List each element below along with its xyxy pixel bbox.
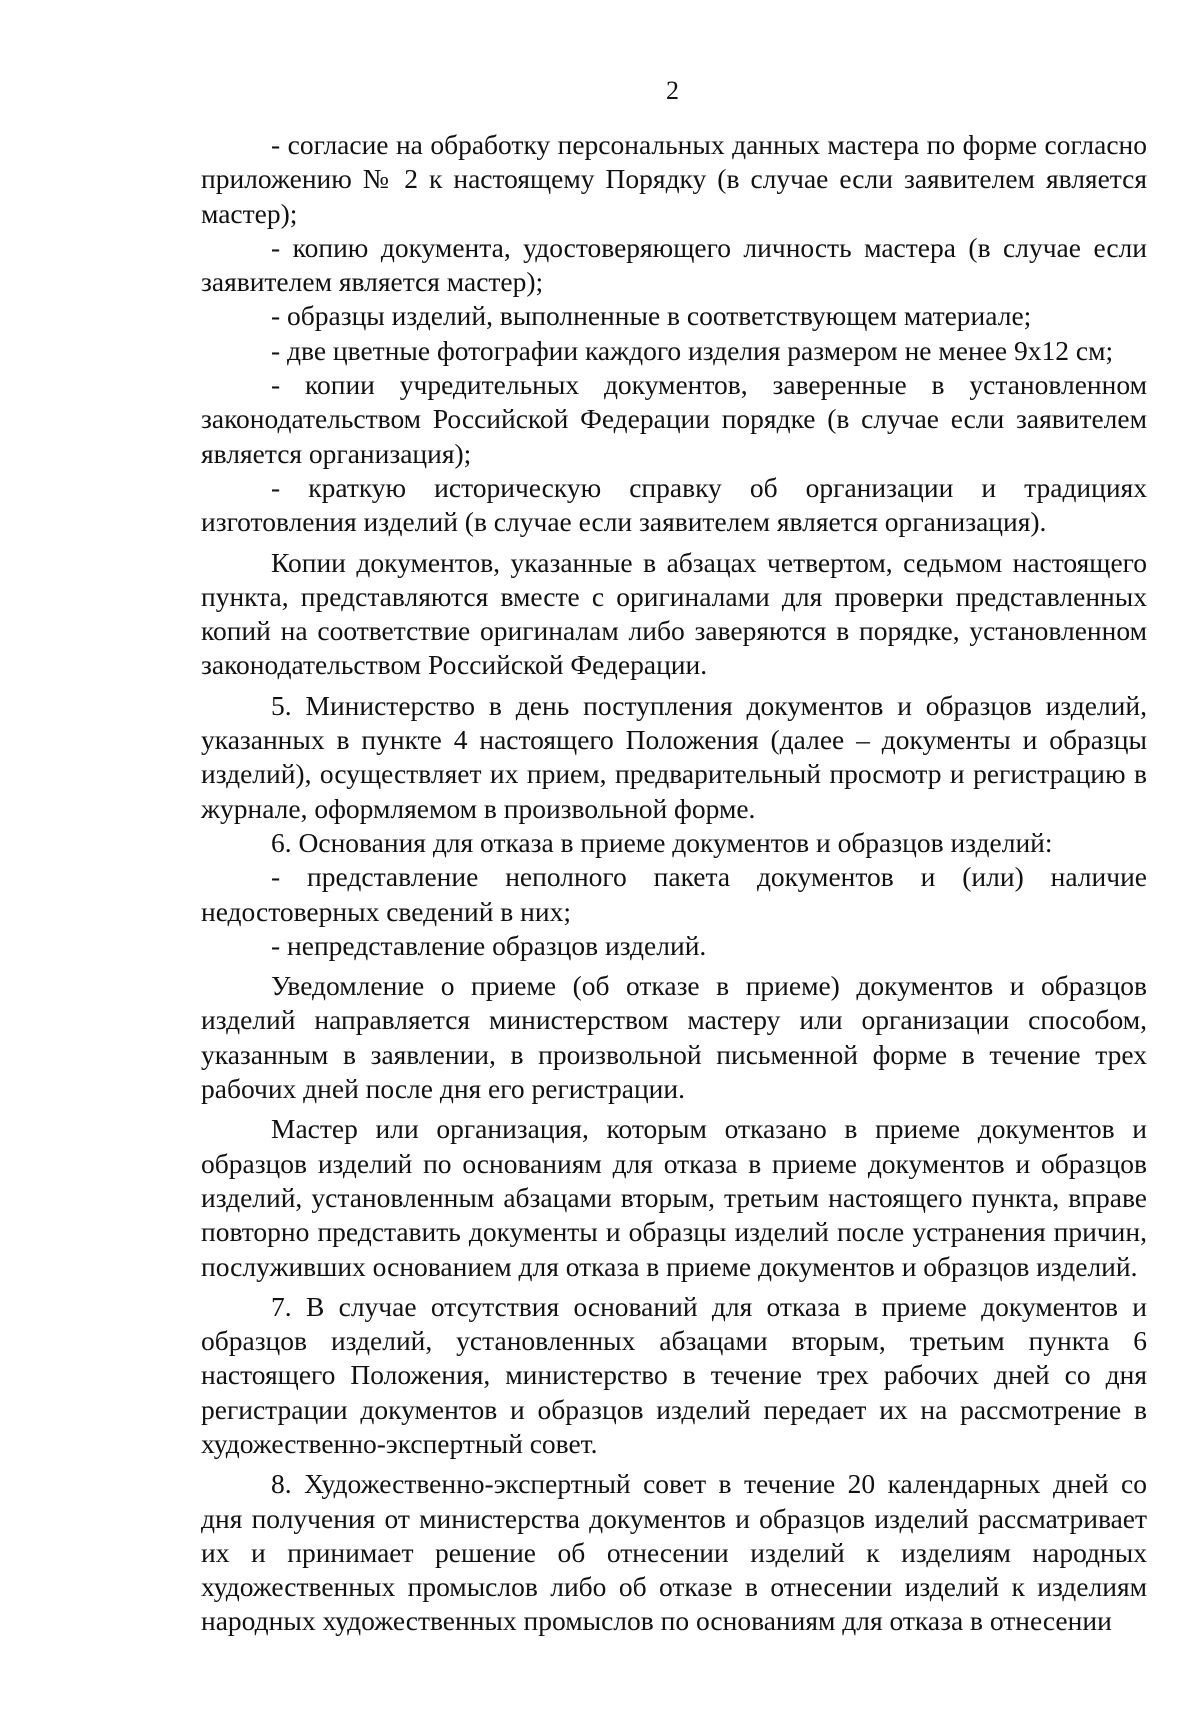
paragraph-product-samples: - образцы изделий, выполненные в соответствующем материале; bbox=[271, 300, 1032, 332]
paragraph-item-5: 5. Министерство в день поступления документов и образцов изделий, указанных в пункте 4 настоящего Положения (далее – документы и образцы изделий), осуществляет их прием, предварительный просмотр и регистрацию в журнале, оформляемом в произвольной форме. bbox=[201, 689, 1147, 824]
document-body bbox=[201, 128, 1147, 1639]
paragraph-item-8: 8. Художественно-экспертный совет в течение 20 календарных дней со дня получения от министерства документов и образцов изделий рассматривает их и принимает решение об отнесении изделий к изделиям народных художественных промыслов либо об отказе в отнесении изделий к изделиям народных художественных промыслов по основаниям для отказа в отнесении bbox=[201, 1468, 1147, 1637]
paragraph-incomplete-package: - представление неполного пакета документов и (или) наличие недостоверных сведений в них; bbox=[201, 861, 1147, 927]
paragraph-no-samples: - непредставление образцов изделий. bbox=[271, 929, 707, 961]
paragraph-consent-personal-data: - согласие на обработку персональных данных мастера по форме согласно приложению № 2 к настоящему Порядку (в случае если заявителем является мастер); bbox=[201, 129, 1147, 229]
paragraph-resubmission: Мастер или организация, которым отказано в приеме документов и образцов изделий по основаниям для отказа в приеме документов и образцов изделий, установленным абзацами вторым, третьим настоящего пункта, вправе повторно представить документы и образцы изделий после устранения причин, послуживших основанием для отказа в приеме документов и образцов изделий. bbox=[201, 1113, 1147, 1282]
paragraph-color-photos: - две цветные фотографии каждого изделия размером не менее 9x12 см; bbox=[271, 334, 1114, 366]
paragraph-item-6: 6. Основания для отказа в приеме документов и образцов изделий: bbox=[271, 826, 1053, 858]
page-number: 2 bbox=[666, 76, 679, 105]
paragraph-item-7: 7. В случае отсутствия оснований для отказа в приеме документов и образцов изделий, установленных абзацами вторым, третьим пункта 6 настоящего Положения, министерство в течение трех рабочих дней со дня регистрации документов и образцов изделий передает их на рассмотрение в художественно-экспертный совет. bbox=[201, 1290, 1147, 1459]
paragraph-historical-reference: - краткую историческую справку об организации и традициях изготовления изделий (в случае если заявителем является организация). bbox=[201, 471, 1147, 538]
paragraph-notification: Уведомление о приеме (об отказе в приеме) документов и образцов изделий направляется министерством мастеру или организации способом, указанным в заявлении, в произвольной письменной форме в течение трех рабочих дней после дня его регистрации. bbox=[201, 970, 1147, 1105]
paragraph-document-copies: Копии документов, указанные в абзацах четвертом, седьмом настоящего пункта, представляются вместе с оригиналами для проверки представленных копий на соответствие оригиналам либо заверяются в порядке, установленном законодательством Российской Федерации. bbox=[201, 546, 1147, 681]
paragraph-founding-documents: - копии учредительных документов, заверенные в установленном законодательством Российской Федерации порядке (в случае если заявителем является организация); bbox=[201, 369, 1147, 469]
paragraph-identity-document-copy: - копию документа, удостоверяющего личность мастера (в случае если заявителем является мастер); bbox=[201, 231, 1147, 298]
